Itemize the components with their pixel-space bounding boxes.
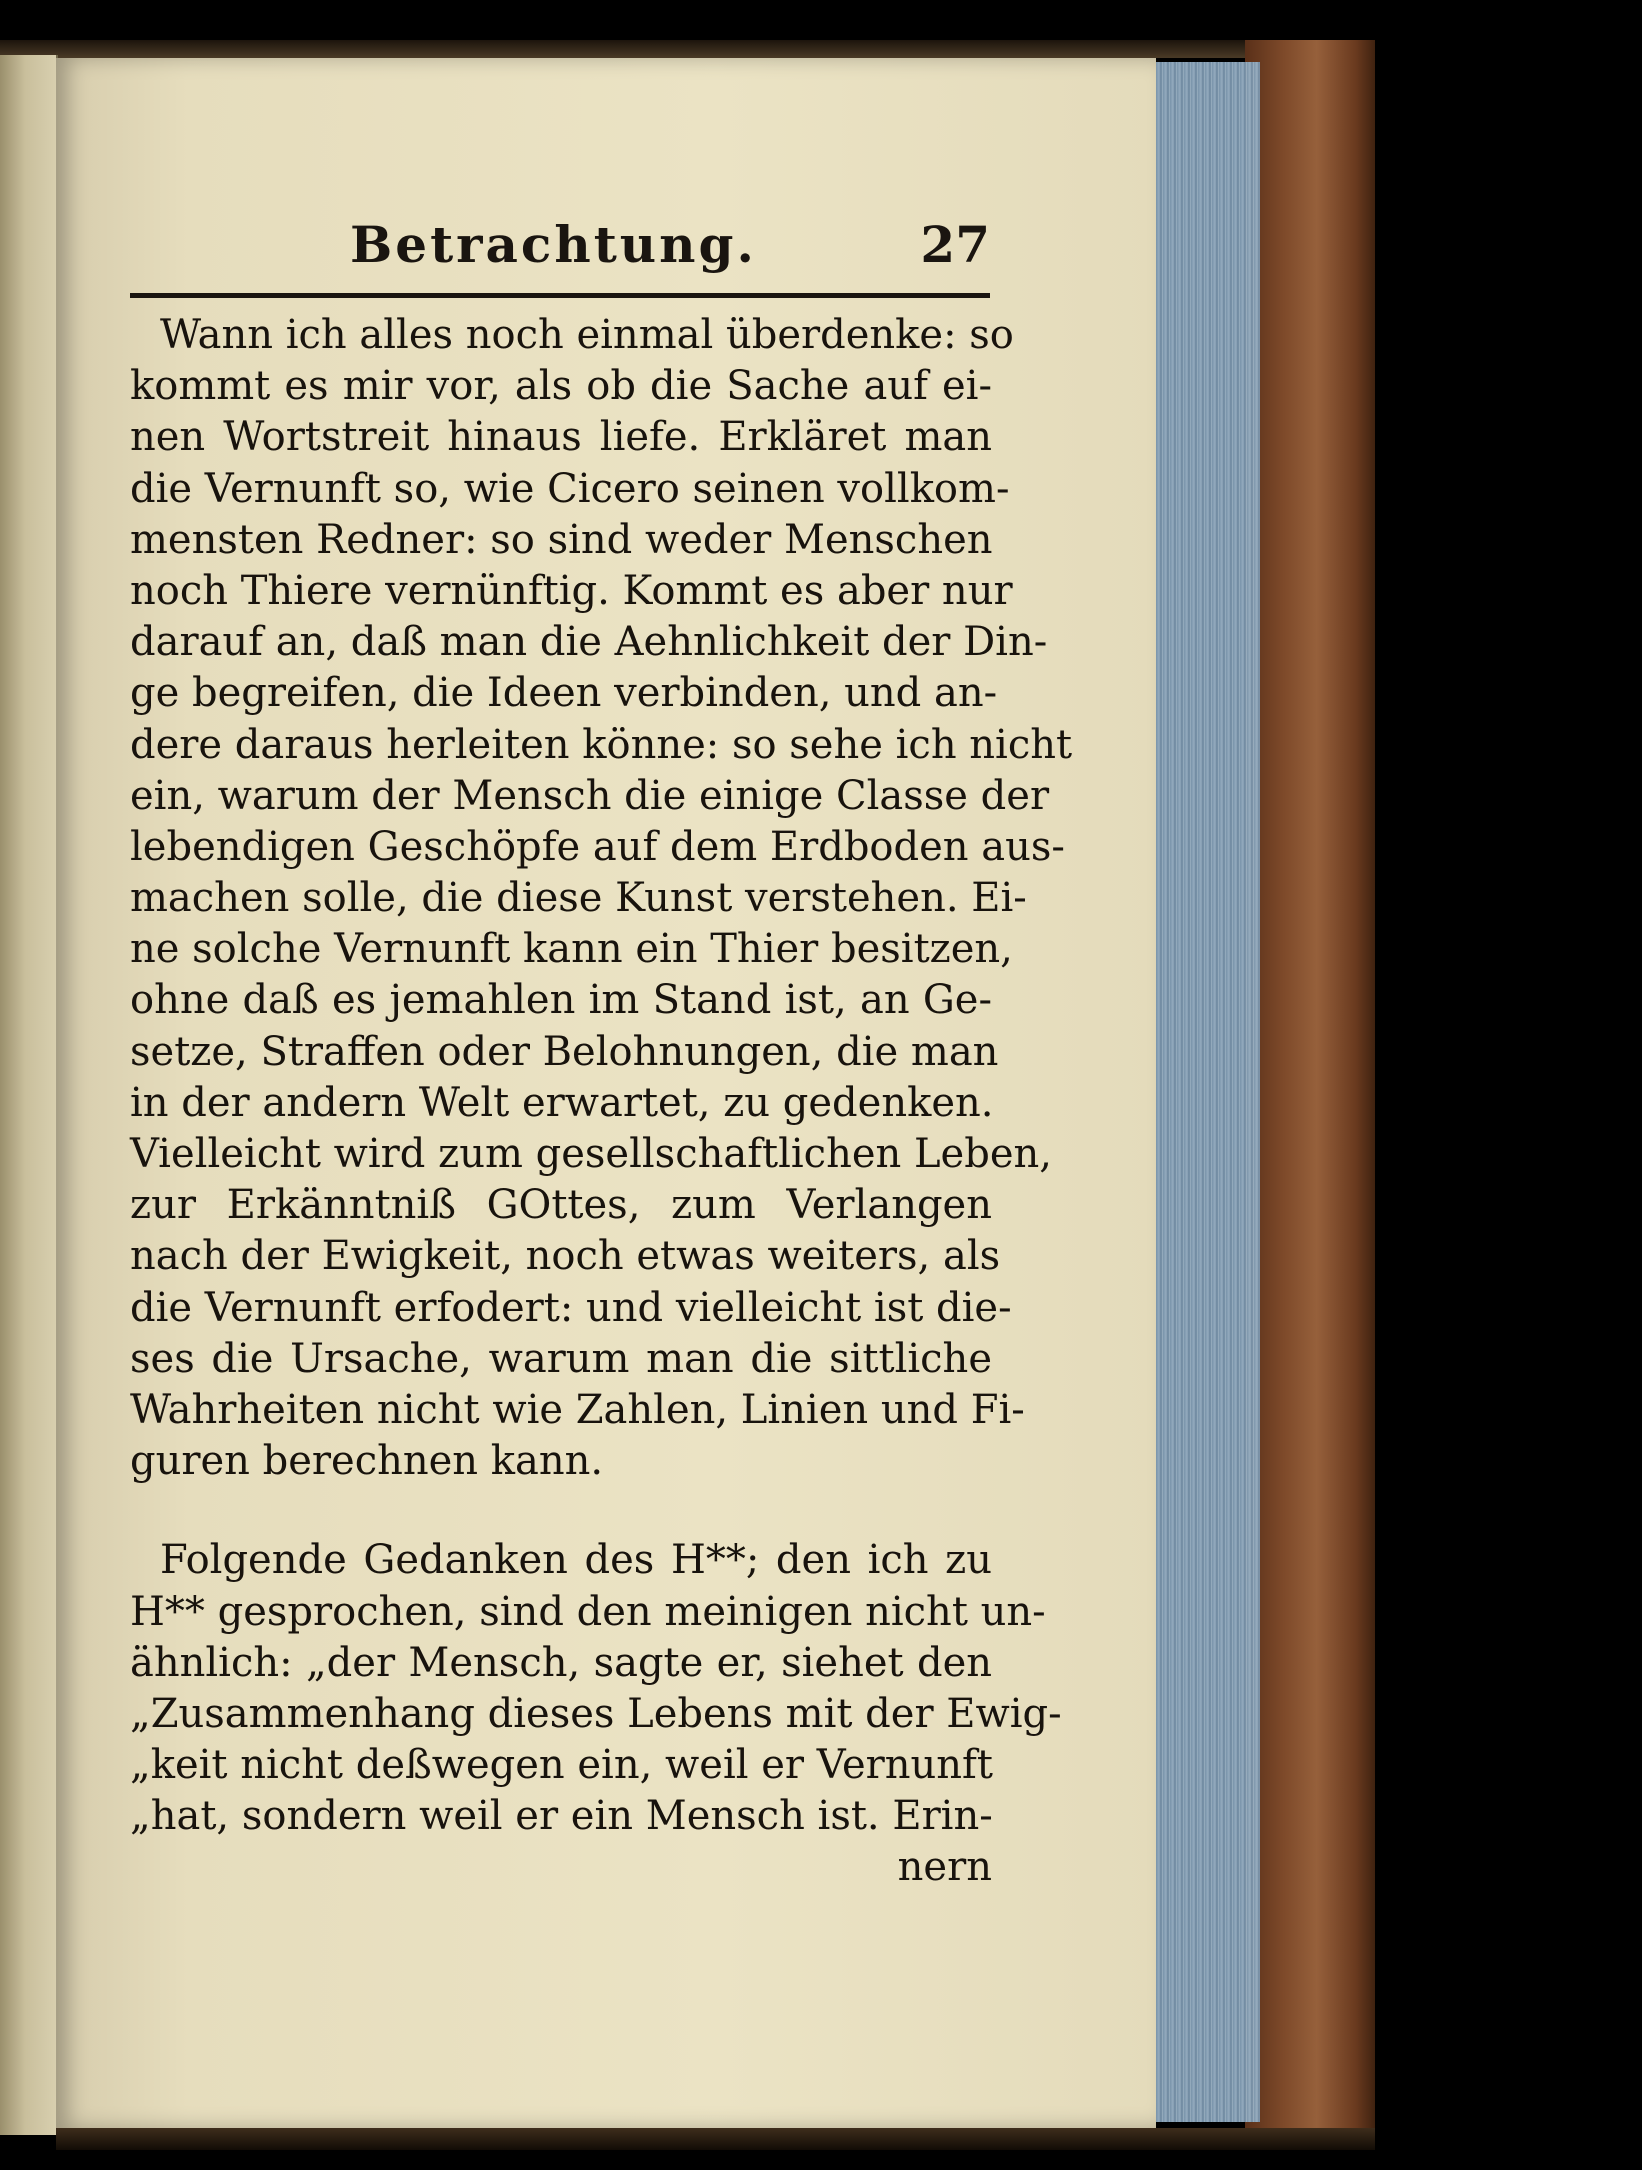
text-line: lebendigen Geschöpfe auf dem Erdboden aus- — [130, 823, 1065, 870]
paragraph-gap — [130, 1487, 992, 1535]
text-line: nen Wortstreit hinaus liefe. Erkläret man — [130, 414, 992, 461]
text-line: in der andern Welt erwartet, zu gedenken. — [130, 1079, 994, 1126]
text-line: ses die Ursache, warum man die sittliche — [130, 1335, 992, 1382]
catchword: nern — [897, 1844, 992, 1891]
cover-bottom-edge — [56, 2128, 1375, 2150]
running-title: Betrachtung. — [350, 215, 757, 274]
text-line: darauf an, daß man die Aehnlichkeit der Din- — [130, 619, 1048, 666]
facing-page-edge — [0, 55, 58, 2135]
text-line: ne solche Vernunft kann ein Thier besitzen, — [130, 926, 1013, 973]
text-line: kommt es mir vor, als ob die Sache auf ei- — [130, 363, 992, 410]
text-line: Folgende Gedanken des H**; den ich zu — [160, 1537, 992, 1584]
text-line: ein, warum der Mensch die einige Classe der — [130, 772, 1050, 819]
text-line: setze, Straffen oder Belohnungen, die man — [130, 1028, 999, 1075]
header-rule — [130, 293, 990, 298]
text-line: H** gesprochen, sind den meinigen nicht un- — [130, 1588, 1046, 1635]
body-text — [130, 310, 1073, 1894]
page-number: 27 — [920, 215, 990, 274]
text-line: „keit nicht deßwegen ein, weil er Vernunft — [130, 1742, 993, 1789]
text-line: machen solle, die diese Kunst verstehen. Ei- — [130, 875, 1027, 922]
text-line: dere daraus herleiten könne: so sehe ich nicht — [130, 721, 1073, 768]
text-line: mensten Redner: so sind weder Menschen — [130, 516, 993, 563]
running-head — [150, 215, 990, 285]
page-fore-edge — [1156, 62, 1260, 2122]
text-line: noch Thiere vernünftig. Kommt es aber nur — [130, 567, 1013, 614]
text-line: Vielleicht wird zum gesellschaftlichen Leben, — [130, 1131, 1052, 1177]
text-line: ge begreifen, die Ideen verbinden, und an- — [130, 670, 998, 717]
text-line: „Zusammenhang dieses Lebens mit der Ewig- — [130, 1690, 1062, 1737]
text-line: Wann ich alles noch einmal überdenke: so — [160, 312, 1014, 358]
text-line: Wahrheiten nicht wie Zahlen, Linien und Fi- — [130, 1386, 1025, 1433]
leather-cover — [1245, 40, 1375, 2150]
text-line: „hat, sondern weil er ein Mensch ist. Erin- — [130, 1793, 993, 1840]
text-line: ähnlich: „der Mensch, sagte er, siehet den — [130, 1639, 992, 1686]
text-line: guren berechnen kann. — [130, 1438, 604, 1485]
cover-top-edge — [0, 40, 1375, 58]
paragraph-1 — [130, 310, 1073, 1487]
text-line: die Vernunft so, wie Cicero seinen vollkom- — [130, 465, 1010, 512]
text-line: nach der Ewigkeit, noch etwas weiters, als — [130, 1233, 1001, 1280]
text-line: ohne daß es jemahlen im Stand ist, an Ge- — [130, 977, 992, 1024]
paragraph-2 — [130, 1535, 1062, 1842]
text-line: zur Erkänntniß GOttes, zum Verlangen — [130, 1182, 992, 1229]
text-line: die Vernunft erfodert: und vielleicht ist die- — [130, 1284, 1012, 1331]
